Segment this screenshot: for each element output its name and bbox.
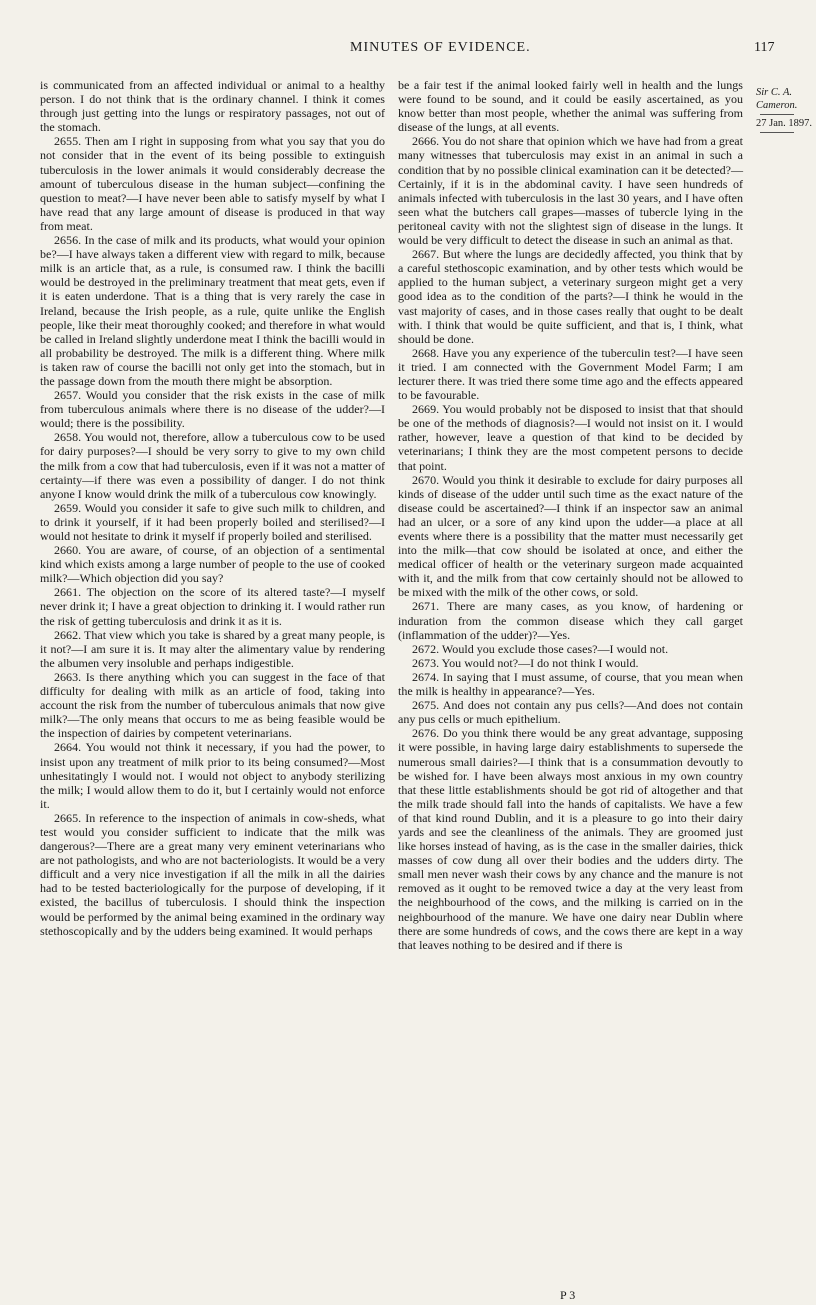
paragraph: 2671. There are many cases, as you know, of hardening or induration from the common disease which they call garget (inflammation of the udder)?—Yes. (398, 599, 743, 642)
margin-note (756, 86, 816, 133)
paragraph: 2655. Then am I right in supposing from what you say that you do not consider that in the event of its being possible to extinguish tuberculosis in the lower animals it would considerably decrease the amount of tuberculous disease in the human subject—confining the question to meat?—I have never been able to satisfy myself by what I have read that any large amount of disease is produced in that way from meat. (40, 134, 385, 233)
page-header (0, 40, 800, 64)
signature-mark: P 3 (560, 1288, 576, 1302)
paragraph: 2663. Is there anything which you can suggest in the face of that difficulty for dealing with milk as an article of food, taking into account the risk from the number of tuberculous animals that now give milk?—The only means that occurs to me as being feasible would be the inspection of dairies by competent veterinarians. (40, 669, 385, 741)
paragraph: 2662. That view which you take is shared by a great many people, is it not?—I am sure it is. It may alter the alimentary value by rendering the albumen very insoluble and perhaps indigestible. (40, 627, 385, 670)
page-number: 117 (754, 40, 775, 55)
paragraph: 2666. You do not share that opinion which we have had from a great many witnesses that tuberculosis may exist in an animal in such a condition that by no possible clinical examination can it be detected?—Certainly, if it is in the abdominal cavity. I have seen hundreds of animals infected with tuberculosis in the last 30 years, and I have often seen what the butchers call grapes—masses of tubercle lying in the peritoneal cavity with not the slightest sign of disease in the lungs. It would be very difficult to detect the disease in such an animal as that. (398, 134, 743, 248)
left-column (40, 78, 385, 938)
margin-rule (760, 114, 794, 115)
paragraph: is communicated from an affected individual or animal to a healthy person. I do not think that is the ordinary channel. I think it comes through just getting into the lungs or respiratory passages, not out of the stomach. (40, 78, 385, 135)
paragraph: be a fair test if the animal looked fairly well in health and the lungs were found to be sound, and it could be easily ascertained, as you know better than most people, whether the animal was suffering from disease of the lungs, at all events. (398, 78, 743, 135)
paragraph: 2667. But where the lungs are decidedly affected, you think that by a careful stethoscopic examination, and by other tests which would be applied to the human subject, a veterinary surgeon might get a very good idea as to the condition of the parts?—I think he would in the vast majority of cases, and in those cases really that ought to be dealt with. I think that would be quite sufficient, and that is, I think, what should be done. (398, 247, 743, 346)
evidence-date: 27 Jan. 1897. (756, 118, 812, 129)
paragraph: 2659. Would you consider it safe to give such milk to children, and to drink it yourself, if it had been properly boiled and sterilised?—I would not hesitate to drink it myself if properly boiled and sterilised. (40, 500, 385, 543)
paragraph: 2670. Would you think it desirable to exclude for dairy purposes all kinds of disease of the udder until such time as the exact nature of the disease could be ascertained?—I think if an inspector saw an animal had an ulcer, or a sore of any kind upon the udder—a place at all events where there is a possibility that the matter must necessarily get into the milk—that cow should be isolated at once, and either the medical officer of health or the veterinary surgeon made acquainted with it, and the milk from that cow certainly should not be allowed to be mixed with the milk of the other cows, or sold. (398, 472, 743, 600)
paragraph: 2672. Would you exclude those cases?—I would not. (412, 641, 669, 656)
paragraph: 2675. And does not contain any pus cells?—And does not contain any pus cells or much epithelium. (398, 698, 743, 727)
witness-name: Sir C. A. Cameron. (756, 87, 798, 111)
running-head: MINUTES OF EVIDENCE. (350, 40, 531, 55)
paragraph: 2668. Have you any experience of the tuberculin test?—I have seen it tried. I am connected with the Government Model Farm; I am lecturer there. It was tried there some time ago and the effects appeared to be favourable. (398, 345, 743, 403)
paragraph: 2673. You would not?—I do not think I would. (412, 655, 639, 670)
paragraph: 2676. Do you think there would be any great advantage, supposing it were possible, in having large dairy establishments to supersede the numerous small dairies?—I think that is a consummation devoutly to be wished for. I have been always most anxious in my own country that these little establishments should be got rid of altogether and that the milk trade should fall into the hands of capitalists. We have a few of that kind round Dublin, and it is a pleasure to go into their dairy yards and see the cleanliness of the animals. They are groomed just like horses instead of having, as is the case in the smaller dairies, thick masses of cow dung all over their bodies and the udders dirty. The small men never wash their cows by any chance and the manure is not removed as it ought to be removed twice a day at the very least from the neighbourhood of the cows, and the milking is carried on in the neighbourhood of the manure. We have one dairy near Dublin where there are some hundreds of cows, and the cows there are kept in a way that leaves nothing to be desired and if there is (398, 726, 743, 952)
paragraph: 2657. Would you consider that the risk exists in the case of milk from tuberculous animals where there is no disease of the udder?—I would; there is the possibility. (40, 388, 385, 431)
paragraph: 2664. You would not think it necessary, if you had the power, to insist upon any treatment of milk prior to its being consumed?—Most unhesitatingly I would not. I would not object to anybody sterilizing the milk; I would allow them to do it, but I certainly would not enforce it. (40, 740, 385, 811)
margin-rule (760, 132, 794, 133)
right-column (398, 78, 743, 952)
paragraph: 2674. In saying that I must assume, of course, that you mean when the milk is healthy in appearance?—Yes. (398, 669, 743, 699)
paragraph: 2669. You would probably not be disposed to insist that that should be one of the methods of diagnosis?—I would not insist on it. I would rather, however, leave a question of that kind to be decided by veterinarians; I think they are the most competent persons to decide that point. (398, 402, 743, 473)
paragraph: 2665. In reference to the inspection of animals in cow-sheds, what test would you consider sufficient to indicate that the milk was dangerous?—There are a great many very eminent veterinarians who are not pathologists, and who are not bacteriologists. It would be a very difficult and a very nice investigation if all the milk in all the dairies had to be tested bacteriologically for the purpose of developing, if it existed, the bacillus of tuberculosis. I should think the inspection would be performed by the animal being examined in the ordinary way stethoscopically and by the udders being examined. It would perhaps (40, 810, 385, 938)
paragraph: 2660. You are aware, of course, of an objection of a sentimental kind which exists among a large number of people to the use of cooked milk?—Which objection did you say? (40, 543, 385, 586)
paragraph: 2661. The objection on the score of its altered taste?—I myself never drink it; I have a great objection to drinking it. I would rather run the risk of getting tuberculosis and drink it as it is. (40, 585, 385, 628)
paragraph: 2656. In the case of milk and its products, what would your opinion be?—I have always taken a different view with regard to milk, because milk is an article that, as a rule, is consumed raw. I think the bacilli would be destroyed in the preliminary treatment that meat gets, even if it is eaten underdone. That is a thing that is very rarely the case in Ireland, because the Irish people, as a rule, quite unlike the English people, like their meat thoroughly cooked; and therefore in what would be called in Ireland slightly underdone meat I think the bacilli would in all probability be destroyed. The milk is a different thing. Where milk is taken raw of course the bacilli not only get into the stomach, but in the passage down from the mouth there might be absorption. (40, 233, 385, 388)
paragraph: 2658. You would not, therefore, allow a tuberculous cow to be used for dairy purposes?—I should be very sorry to give to my own child the milk from a cow that had tuberculosis, even if it was not a matter of certainty—if there was even a possibility of danger. I do not think anyone I know would drink the milk of a tuberculous cow knowingly. (40, 430, 385, 501)
